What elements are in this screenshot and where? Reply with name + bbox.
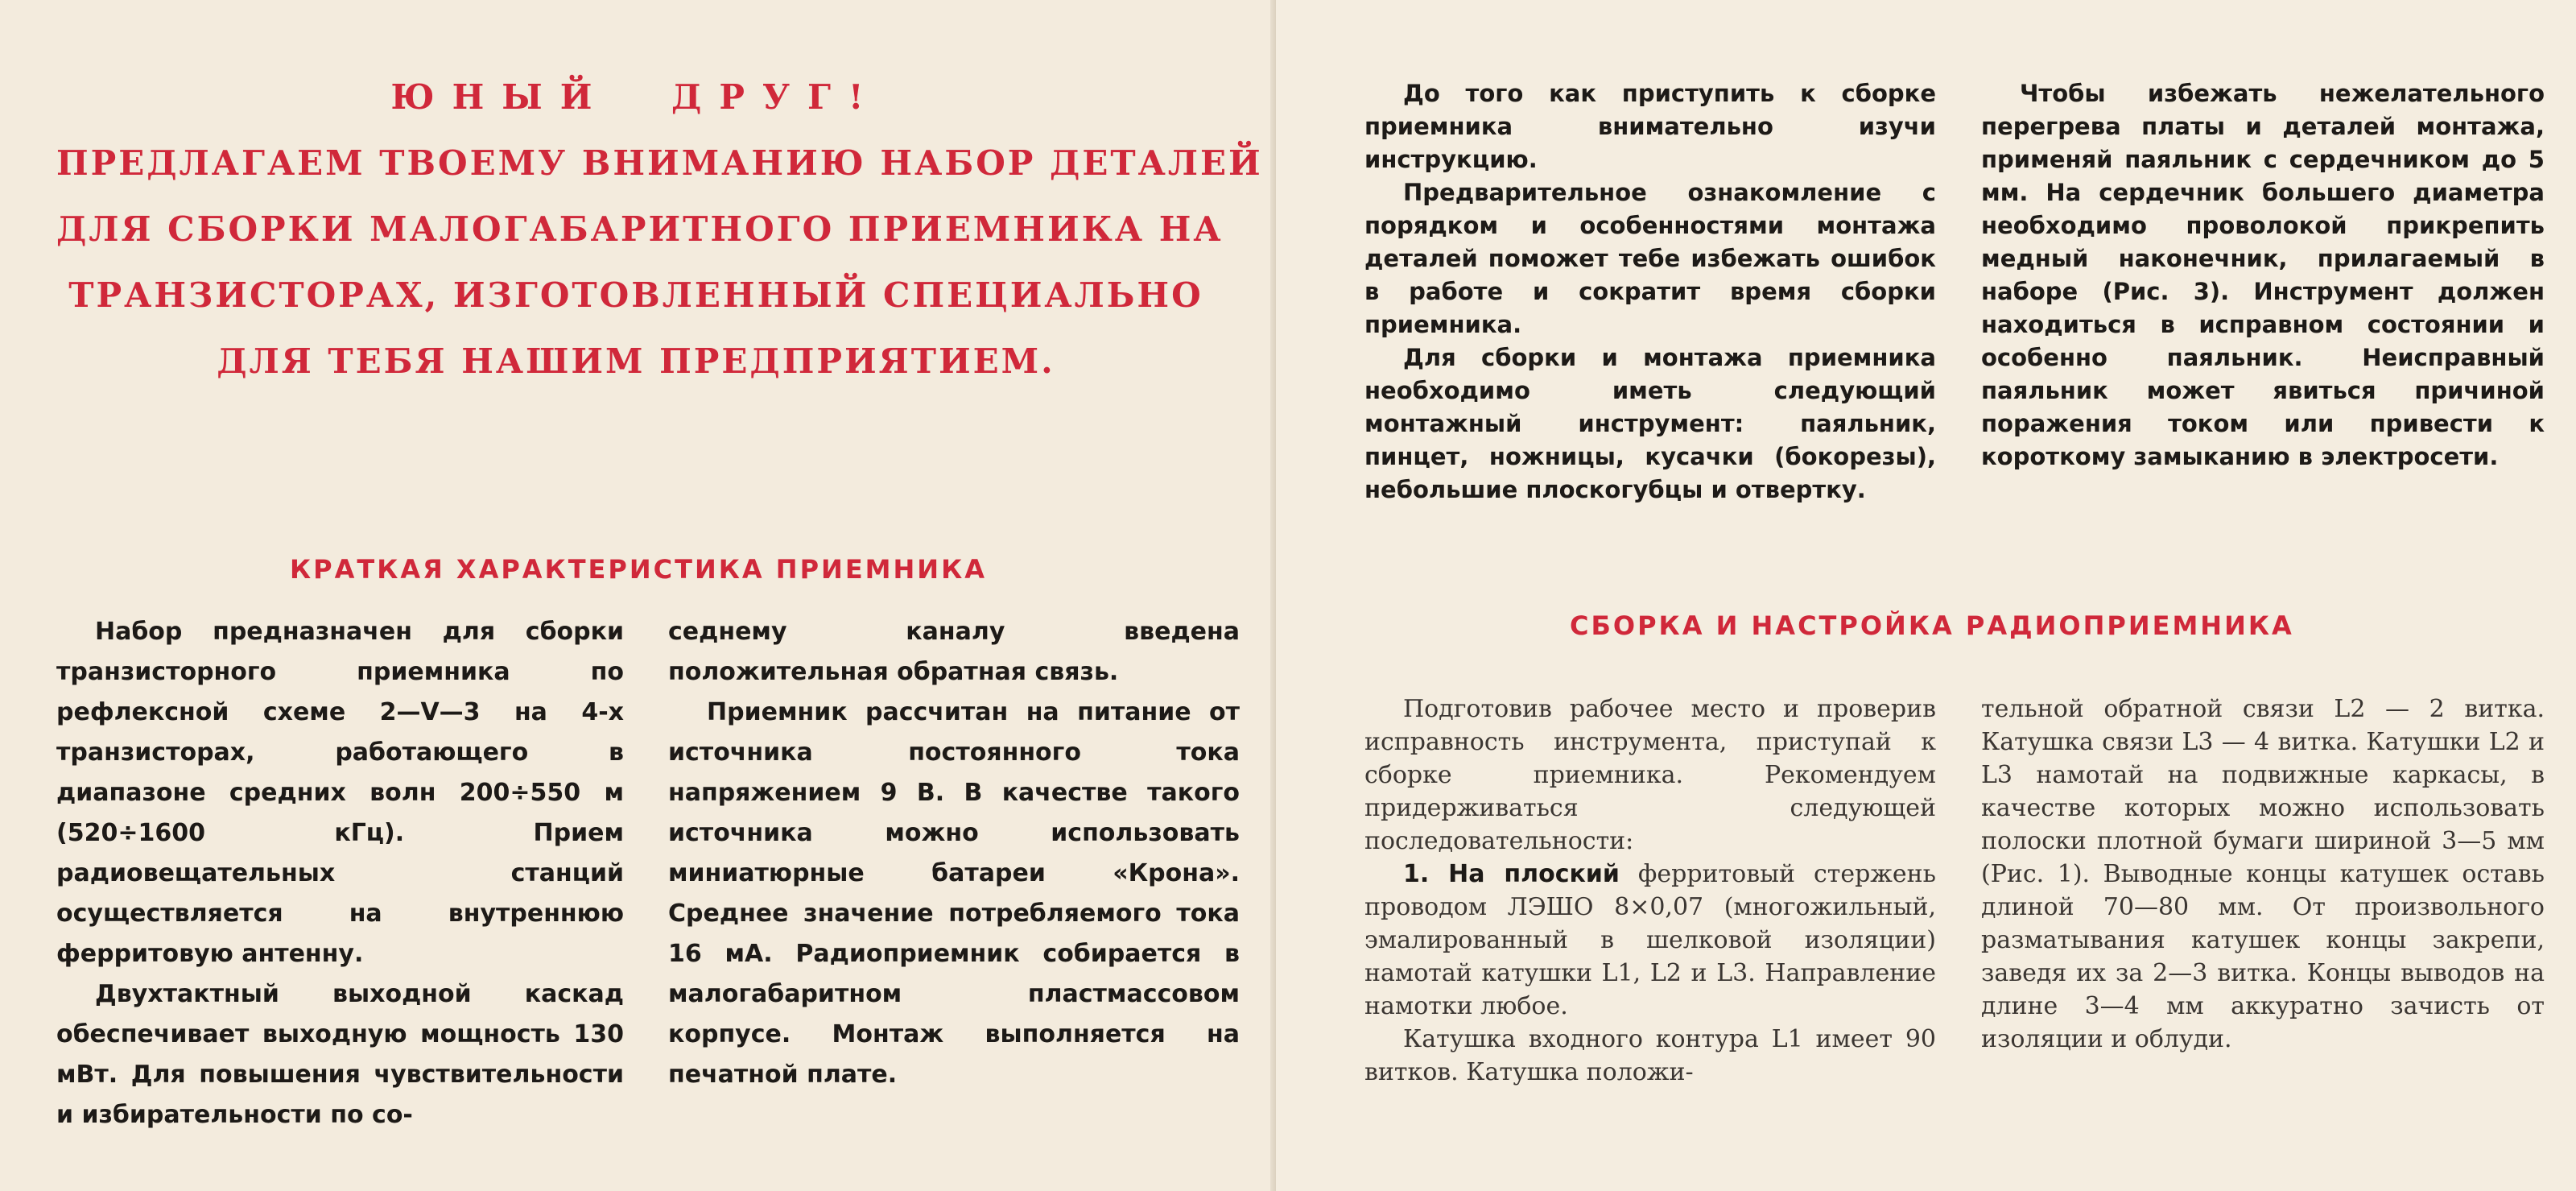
greeting-line: ДЛЯ ТЕБЯ НАШИМ ПРЕДПРИЯТИЕМ. — [217, 341, 1055, 381]
assembly-title: СБОРКА И НАСТРОЙКА РАДИОПРИЕМНИКА — [1570, 610, 2294, 641]
paragraph: Приемник рассчитан на питание от источника постоянного тока напряжением 9 В. В качестве такого источника можно использовать миниатюрные батареи «Крона». Среднее значение потребляемого тока 16 мА. Радиоприемник собирается в малогабаритном пластмассовом корпусе. Монтаж выполняется на печатной плате. — [668, 698, 1240, 1089]
step-label: 1. На плоский — [1403, 860, 1620, 888]
greeting-block — [56, 64, 1263, 395]
greeting-line: ПРЕДЛАГАЕМ ТВОЕМУ ВНИМАНИЮ НАБОР ДЕТАЛЕЙ — [56, 143, 1263, 183]
characteristics-column-2 — [668, 612, 1240, 1095]
instructions-column-1 — [1364, 77, 1936, 507]
paragraph: тельной обратной связи L2 — 2 витка. Катушка связи L3 — 4 витка. Катушки L2 и L3 намотай на подвижные каркасы, в качестве которых можно использовать полоски плотной бумаги шириной 3—5 мм (Рис. 1). Выводные концы катушек оставь длиной 70—80 мм. От произвольного разматывания катушек концы закрепи, заведя их за 2—3 витка. Концы выводов на длине 3—4 мм аккуратно зачисть от изоляции и облуди. — [1981, 695, 2545, 1053]
paragraph: Катушка входного контура L1 имеет 90 витков. Катушка положи- — [1364, 1025, 1936, 1086]
greeting-hello: ЮНЫЙ ДРУГ! — [390, 77, 881, 117]
characteristics-title: КРАТКАЯ ХАРАКТЕРИСТИКА ПРИЕМНИКА — [290, 554, 987, 585]
paragraph: Чтобы избежать нежелательного перегрева платы и деталей монтажа, применяй паяльник с сердечником до 5 мм. На сердечник большего диаметра необходимо проволокой прикрепить медный наконечник, прилагаемый в наборе (Рис. 3). Инструмент должен находиться в исправном состоянии и особенно паяльник. Неисправный паяльник может явиться причиной поражения током или привести к короткому замыканию в электросети. — [1981, 80, 2545, 470]
characteristics-column-1 — [56, 612, 624, 1135]
paragraph: Предварительное ознакомление с порядком и особенностями монтажа деталей поможет тебе избежать ошибок в работе и сократит время сборки приемника. — [1364, 179, 1936, 338]
paragraph — [1364, 858, 1936, 1023]
paragraph: Подготовив рабочее место и проверив исправность инструмента, приступай к сборке приемника. Рекомендуем придерживаться следующей последовательности: — [1364, 695, 1936, 855]
paragraph: седнему каналу введена положительная обратная связь. — [668, 618, 1240, 686]
paragraph: Двухтактный выходной каскад обеспечивает выходную мощность 130 мВт. Для повышения чувствительности и избирательности по со- — [56, 980, 624, 1129]
greeting-line: ДЛЯ СБОРКИ МАЛОГАБАРИТНОГО ПРИЕМНИКА НА — [56, 209, 1224, 249]
paragraph: Набор предназначен для сборки транзисторного приемника по рефлексной схеме 2—V—3 на 4-х транзисторах, работающего в диапазоне средних волн 200÷550 м (520÷1600 кГц). Прием радиовещательных станций осуществляется на внутреннюю ферритовую антенну. — [56, 618, 624, 968]
left-page — [0, 0, 1276, 1191]
paragraph: Для сборки и монтажа приемника необходимо иметь следующий монтажный инструмент: паяльник, пинцет, ножницы, кусачки (бокорезы), небольшие плоскогубцы и отвертку. — [1364, 344, 1936, 503]
step-text: ферритовый стержень проводом ЛЭШО 8×0,07 (многожильный, эмалированный в шелковой изоляции) намотай катушки L1, L2 и L3. Направление намотки любое. — [1364, 860, 1936, 1020]
assembly-column-1 — [1364, 693, 1936, 1089]
instructions-column-2 — [1981, 77, 2545, 474]
right-page — [1276, 0, 2576, 1191]
assembly-column-2 — [1981, 693, 2545, 1056]
paragraph: До того как приступить к сборке приемника внимательно изучи инструкцию. — [1364, 80, 1936, 173]
greeting-line: ТРАНЗИСТОРАХ, ИЗГОТОВЛЕННЫЙ СПЕЦИАЛЬНО — [68, 275, 1203, 315]
